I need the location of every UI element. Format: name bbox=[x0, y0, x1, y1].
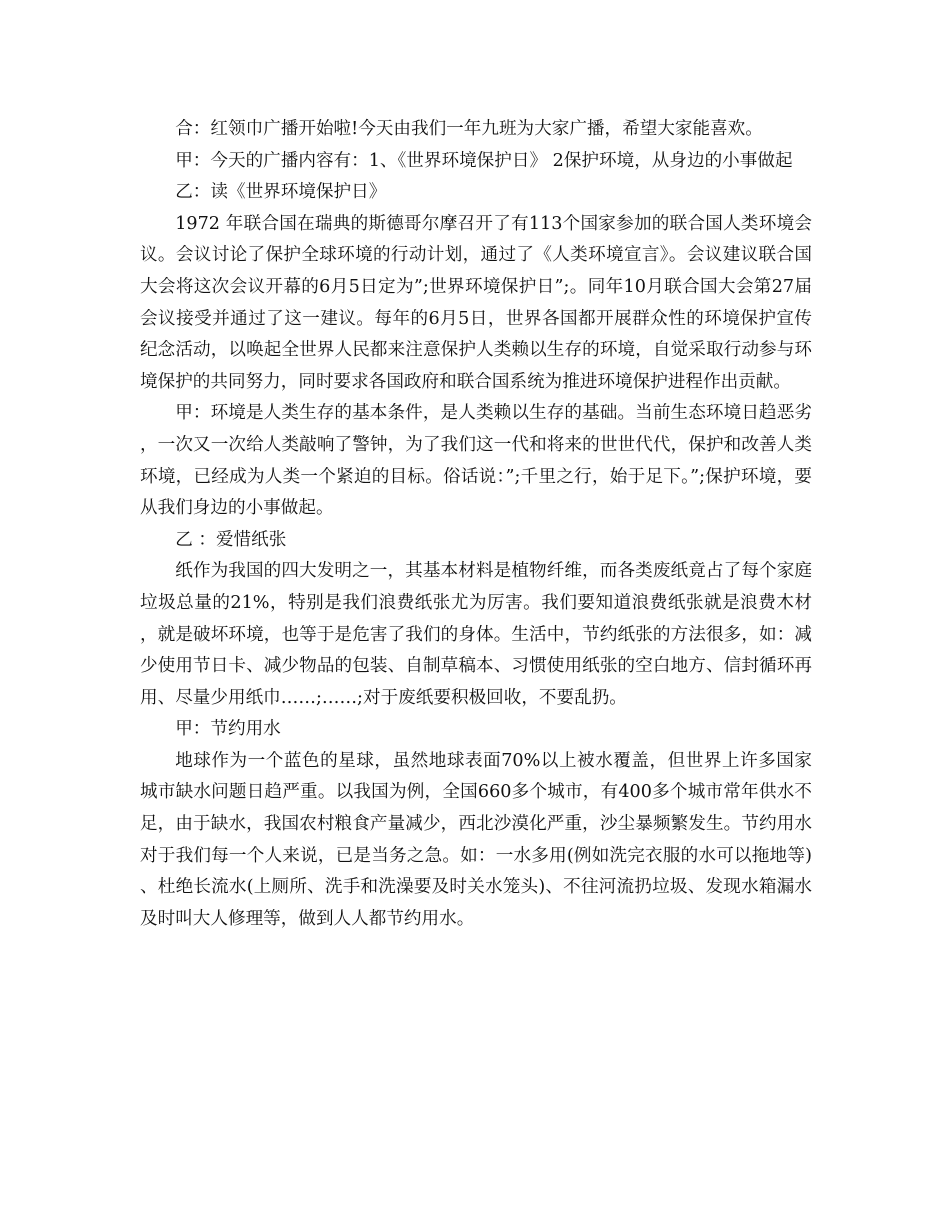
paragraph-section-heading: 乙：读《世界环境保护日》 bbox=[175, 182, 387, 203]
paragraph-agenda: 甲：今天的广播内容有：1、《世界环境保护日》 2保护环境，从身边的小事做起 bbox=[175, 150, 793, 171]
paragraph-environment-importance: 甲：环境是人类生存的基本条件，是人类赖以生存的基础。当前生态环境日趋恶劣，一次又一次给人类敲响了警钟，为了我们这一代和将来的世世代代，保护和改善人类环境，已经成为人类一个紧迫的目标。俗话说：”;千里之行，始于足下。”;保护环境，要从我们身边的小事做起。 bbox=[140, 403, 812, 519]
paragraph-section-heading: 乙 ：爱惜纸张 bbox=[175, 529, 287, 550]
paragraph-environment-day: 1972 年联合国在瑞典的斯德哥尔摩召开了有113个国家参加的联合国人类环境会议。会议讨论了保护全球环境的行动计划，通过了《人类环境宣言》。会议建议联合国大会将这次会议开幕的6月5日定为”;世界环境保护日”;。同年10月联合国大会第27届会议接受并通过了这一建议。每年的6月5日，世界各国都开展群众性的环境保护宣传纪念活动，以唤起全世界人民都来注意保护人类赖以生存的环境，自觉采取行动参与环境保护的共同努力，同时要求各国政府和联合国系统为推进环境保护进程作出贡献。 bbox=[140, 213, 812, 392]
paragraph-water-saving: 地球作为一个蓝色的星球，虽然地球表面70%以上被水覆盖，但世界上许多国家城市缺水问题日趋严重。以我国为例，全国660多个城市，有400多个城市常年供水不足，由于缺水，我国农村粮食产量减少，西北沙漠化严重，沙尘暴频繁发生。节约用水对于我们每一个人来说，已是当务之急。如：一水多用(例如洗完衣服的水可以拖地等)、杜绝长流水(上厕所、洗手和洗澡要及时关水笼头)、不往河流扔垃圾、发现水箱漏水及时叫大人修理等，做到人人都节约用水。 bbox=[140, 750, 812, 929]
paragraph-opening: 合：红领巾广播开始啦!今天由我们一年九班为大家广播，希望大家能喜欢。 bbox=[175, 119, 763, 139]
paragraph-section-heading: 甲：节约用水 bbox=[175, 719, 281, 740]
paragraph-paper-saving: 纸作为我国的四大发明之一，其基本材料是植物纤维，而各类废纸竟占了每个家庭垃圾总量的21%，特别是我们浪费纸张尤为厉害。我们要知道浪费纸张就是浪费木材，就是破坏环境，也等于是危害了我们的身体。生活中，节约纸张的方法很多，如：减少使用节日卡、减少物品的包装、自制草稿本、习惯使用纸张的空白地方、信封循环再用、尽量少用纸巾……;……;对于废纸要积极回收，不要乱扔。 bbox=[140, 561, 812, 708]
document-page bbox=[140, 114, 812, 935]
